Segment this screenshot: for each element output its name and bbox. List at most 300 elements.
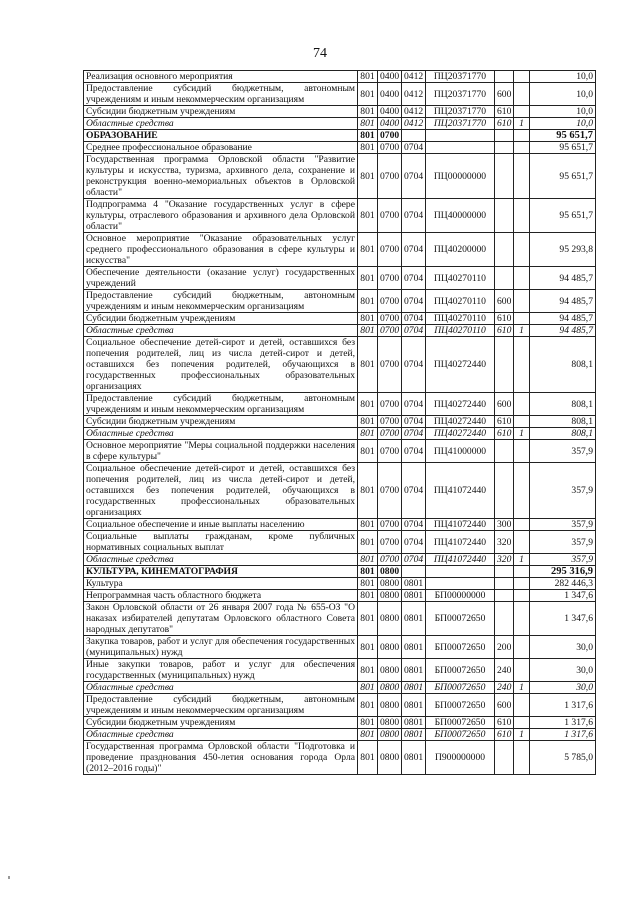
expense-type-code xyxy=(495,463,514,519)
section-code: 801 xyxy=(358,729,378,741)
section-code: 801 xyxy=(358,337,378,393)
scan-mark xyxy=(8,876,10,879)
expense-type-code: 320 xyxy=(495,531,514,554)
section-code: 801 xyxy=(358,267,378,290)
table-row xyxy=(84,440,596,463)
section-code: 801 xyxy=(358,566,378,578)
expense-type-code: 240 xyxy=(495,659,514,682)
chapter-code: 0800 xyxy=(378,578,402,590)
row-name: Реализация основного мероприятия xyxy=(84,71,358,83)
row-name: Основное мероприятие "Оказание образовательных услуг среднего профессионального образования в сфере культуры и искусства" xyxy=(84,233,358,267)
amount-value: 95 651,7 xyxy=(530,199,596,233)
expense-type-code xyxy=(495,440,514,463)
section-code: 801 xyxy=(358,531,378,554)
row-name: Иные закупки товаров, работ и услуг для обеспечения государственных (муниципальных) нужд xyxy=(84,659,358,682)
funding-source-code xyxy=(514,142,530,154)
subchapter-code: 0704 xyxy=(402,233,426,267)
target-item-code: ПЦ41072440 xyxy=(426,554,495,566)
section-code: 801 xyxy=(358,290,378,313)
chapter-code: 0400 xyxy=(378,71,402,83)
target-item-code: П900000000 xyxy=(426,741,495,775)
section-code: 801 xyxy=(358,199,378,233)
section-code: 801 xyxy=(358,554,378,566)
table-row xyxy=(84,233,596,267)
amount-value: 1 317,6 xyxy=(530,694,596,717)
row-name: Среднее профессиональное образование xyxy=(84,142,358,154)
chapter-code: 0700 xyxy=(378,393,402,416)
page-number: 74 xyxy=(313,46,327,61)
funding-source-code xyxy=(514,578,530,590)
chapter-code: 0700 xyxy=(378,463,402,519)
target-item-code: ПЦ40272440 xyxy=(426,337,495,393)
expense-type-code: 610 xyxy=(495,325,514,337)
funding-source-code xyxy=(514,741,530,775)
subchapter-code: 0704 xyxy=(402,313,426,325)
funding-source-code xyxy=(514,694,530,717)
funding-source-code xyxy=(514,717,530,729)
amount-value: 1 347,6 xyxy=(530,590,596,602)
section-code: 801 xyxy=(358,741,378,775)
expense-type-code: 600 xyxy=(495,393,514,416)
target-item-code xyxy=(426,578,495,590)
amount-value: 808,1 xyxy=(530,428,596,440)
subchapter-code: 0704 xyxy=(402,325,426,337)
chapter-code: 0400 xyxy=(378,106,402,118)
section-code: 801 xyxy=(358,440,378,463)
chapter-code: 0800 xyxy=(378,602,402,636)
funding-source-code xyxy=(514,106,530,118)
table-row xyxy=(84,531,596,554)
chapter-code: 0400 xyxy=(378,118,402,130)
row-name: ОБРАЗОВАНИЕ xyxy=(84,130,358,142)
subchapter-code: 0704 xyxy=(402,154,426,199)
expense-type-code: 610 xyxy=(495,416,514,428)
funding-source-code xyxy=(514,267,530,290)
row-name: Основное мероприятие "Меры социальной поддержки населения в сфере культуры" xyxy=(84,440,358,463)
row-name: Областные средства xyxy=(84,428,358,440)
section-code: 801 xyxy=(358,106,378,118)
amount-value: 282 446,3 xyxy=(530,578,596,590)
chapter-code: 0800 xyxy=(378,636,402,659)
table-row xyxy=(84,659,596,682)
table-row xyxy=(84,130,596,142)
amount-value: 1 317,6 xyxy=(530,717,596,729)
amount-value: 30,0 xyxy=(530,636,596,659)
subchapter-code: 0704 xyxy=(402,267,426,290)
expense-type-code xyxy=(495,566,514,578)
section-code: 801 xyxy=(358,636,378,659)
row-name: Областные средства xyxy=(84,325,358,337)
row-name: Субсидии бюджетным учреждениям xyxy=(84,717,358,729)
expense-type-code: 600 xyxy=(495,83,514,106)
subchapter-code: 0704 xyxy=(402,142,426,154)
funding-source-code xyxy=(514,636,530,659)
table-row xyxy=(84,106,596,118)
subchapter-code: 0704 xyxy=(402,337,426,393)
amount-value: 357,9 xyxy=(530,519,596,531)
chapter-code: 0700 xyxy=(378,325,402,337)
section-code: 801 xyxy=(358,463,378,519)
target-item-code: ПЦ41072440 xyxy=(426,463,495,519)
chapter-code: 0800 xyxy=(378,682,402,694)
funding-source-code xyxy=(514,602,530,636)
amount-value: 357,9 xyxy=(530,440,596,463)
table-row xyxy=(84,393,596,416)
funding-source-code xyxy=(514,519,530,531)
expense-type-code xyxy=(495,233,514,267)
expense-type-code: 600 xyxy=(495,694,514,717)
subchapter-code: 0801 xyxy=(402,682,426,694)
section-code: 801 xyxy=(358,659,378,682)
amount-value: 10,0 xyxy=(530,118,596,130)
subchapter-code: 0412 xyxy=(402,71,426,83)
chapter-code: 0700 xyxy=(378,554,402,566)
table-row xyxy=(84,602,596,636)
table-row xyxy=(84,199,596,233)
expense-type-code xyxy=(495,267,514,290)
table-row xyxy=(84,578,596,590)
section-code: 801 xyxy=(358,428,378,440)
target-item-code: БП00072650 xyxy=(426,682,495,694)
target-item-code: БП00072650 xyxy=(426,636,495,659)
table-row xyxy=(84,118,596,130)
subchapter-code: 0704 xyxy=(402,416,426,428)
chapter-code: 0800 xyxy=(378,694,402,717)
row-name: Непрограммная часть областного бюджета xyxy=(84,590,358,602)
chapter-code: 0700 xyxy=(378,290,402,313)
chapter-code: 0700 xyxy=(378,313,402,325)
amount-value: 10,0 xyxy=(530,71,596,83)
chapter-code: 0700 xyxy=(378,519,402,531)
section-code: 801 xyxy=(358,578,378,590)
chapter-code: 0700 xyxy=(378,233,402,267)
subchapter-code: 0704 xyxy=(402,519,426,531)
expense-type-code: 610 xyxy=(495,717,514,729)
row-name: Субсидии бюджетным учреждениям xyxy=(84,106,358,118)
expense-type-code: 320 xyxy=(495,554,514,566)
subchapter-code: 0801 xyxy=(402,717,426,729)
funding-source-code xyxy=(514,416,530,428)
table-row xyxy=(84,566,596,578)
row-name: КУЛЬТУРА, КИНЕМАТОГРАФИЯ xyxy=(84,566,358,578)
row-name: Социальное обеспечение и иные выплаты населению xyxy=(84,519,358,531)
table-row xyxy=(84,71,596,83)
target-item-code: ПЦ40270110 xyxy=(426,267,495,290)
chapter-code: 0700 xyxy=(378,130,402,142)
chapter-code: 0700 xyxy=(378,440,402,463)
target-item-code: БП00072650 xyxy=(426,729,495,741)
amount-value: 30,0 xyxy=(530,682,596,694)
table-row xyxy=(84,717,596,729)
row-name: Социальное обеспечение детей-сирот и детей, оставшихся без попечения родителей, лиц из числа детей-сирот и детей, оставшихся без попечения родителей, обучающихся в государственных профессиональных образовательных организациях xyxy=(84,463,358,519)
section-code: 801 xyxy=(358,325,378,337)
row-name: Подпрограмма 4 "Оказание государственных услуг в сфере культуры, отраслевого образования и архивного дела Орловской области" xyxy=(84,199,358,233)
expense-type-code: 200 xyxy=(495,636,514,659)
funding-source-code xyxy=(514,590,530,602)
subchapter-code: 0704 xyxy=(402,393,426,416)
target-item-code: ПЦ20371770 xyxy=(426,106,495,118)
table-row xyxy=(84,590,596,602)
table-row xyxy=(84,154,596,199)
subchapter-code: 0801 xyxy=(402,659,426,682)
subchapter-code: 0801 xyxy=(402,636,426,659)
target-item-code: БП00072650 xyxy=(426,717,495,729)
funding-source-code xyxy=(514,83,530,106)
row-name: Субсидии бюджетным учреждениям xyxy=(84,416,358,428)
target-item-code: БП00072650 xyxy=(426,602,495,636)
amount-value: 5 785,0 xyxy=(530,741,596,775)
funding-source-code xyxy=(514,313,530,325)
amount-value: 10,0 xyxy=(530,83,596,106)
funding-source-code: 1 xyxy=(514,325,530,337)
funding-source-code: 1 xyxy=(514,554,530,566)
subchapter-code xyxy=(402,130,426,142)
subchapter-code: 0704 xyxy=(402,440,426,463)
chapter-code: 0700 xyxy=(378,267,402,290)
amount-value: 808,1 xyxy=(530,416,596,428)
target-item-code: БП00072650 xyxy=(426,659,495,682)
table-row xyxy=(84,142,596,154)
funding-source-code xyxy=(514,233,530,267)
row-name: Субсидии бюджетным учреждениям xyxy=(84,313,358,325)
row-name: Областные средства xyxy=(84,554,358,566)
amount-value: 357,9 xyxy=(530,531,596,554)
target-item-code: ПЦ41072440 xyxy=(426,519,495,531)
target-item-code: ПЦ40270110 xyxy=(426,313,495,325)
row-name: Предоставление субсидий бюджетным, автономным учреждениям и иным некоммерческим организациям xyxy=(84,83,358,106)
table-row xyxy=(84,267,596,290)
expense-type-code xyxy=(495,71,514,83)
amount-value: 94 485,7 xyxy=(530,325,596,337)
section-code: 801 xyxy=(358,130,378,142)
expense-type-code xyxy=(495,337,514,393)
funding-source-code: 1 xyxy=(514,428,530,440)
amount-value: 808,1 xyxy=(530,337,596,393)
subchapter-code: 0704 xyxy=(402,428,426,440)
table-row xyxy=(84,428,596,440)
amount-value: 357,9 xyxy=(530,463,596,519)
section-code: 801 xyxy=(358,694,378,717)
chapter-code: 0800 xyxy=(378,741,402,775)
funding-source-code xyxy=(514,531,530,554)
chapter-code: 0700 xyxy=(378,531,402,554)
table-row xyxy=(84,416,596,428)
expense-type-code: 610 xyxy=(495,428,514,440)
expense-type-code: 610 xyxy=(495,729,514,741)
amount-value: 10,0 xyxy=(530,106,596,118)
funding-source-code xyxy=(514,566,530,578)
expense-type-code: 300 xyxy=(495,519,514,531)
table-row xyxy=(84,636,596,659)
row-name: Предоставление субсидий бюджетным, автономным учреждениям и иным некоммерческим организациям xyxy=(84,694,358,717)
table-row xyxy=(84,463,596,519)
row-name: Государственная программа Орловской области "Развитие культуры и искусства, туризма, архивного дела, сохранение и реконструкция военно-мемориальных объектов в Орловской области" xyxy=(84,154,358,199)
table-row xyxy=(84,337,596,393)
budget-table xyxy=(83,70,596,775)
subchapter-code: 0801 xyxy=(402,694,426,717)
row-name: Предоставление субсидий бюджетным, автономным учреждениям и иным некоммерческим организациям xyxy=(84,290,358,313)
expense-type-code xyxy=(495,741,514,775)
target-item-code xyxy=(426,566,495,578)
chapter-code: 0800 xyxy=(378,717,402,729)
expense-type-code: 600 xyxy=(495,290,514,313)
row-name: Закупка товаров, работ и услуг для обеспечения государственных (муниципальных) нужд xyxy=(84,636,358,659)
expense-type-code: 610 xyxy=(495,313,514,325)
subchapter-code: 0801 xyxy=(402,602,426,636)
table-row xyxy=(84,729,596,741)
target-item-code: ПЦ00000000 xyxy=(426,154,495,199)
section-code: 801 xyxy=(358,590,378,602)
amount-value: 94 485,7 xyxy=(530,290,596,313)
chapter-code: 0700 xyxy=(378,154,402,199)
table-row xyxy=(84,741,596,775)
expense-type-code xyxy=(495,154,514,199)
section-code: 801 xyxy=(358,393,378,416)
chapter-code: 0700 xyxy=(378,199,402,233)
subchapter-code: 0704 xyxy=(402,199,426,233)
chapter-code: 0800 xyxy=(378,566,402,578)
amount-value: 95 293,8 xyxy=(530,233,596,267)
row-name: Областные средства xyxy=(84,118,358,130)
amount-value: 295 316,9 xyxy=(530,566,596,578)
amount-value: 94 485,7 xyxy=(530,267,596,290)
target-item-code: ПЦ40272440 xyxy=(426,393,495,416)
section-code: 801 xyxy=(358,142,378,154)
budget-table-body xyxy=(84,71,596,775)
table-row xyxy=(84,325,596,337)
funding-source-code xyxy=(514,71,530,83)
row-name: Государственная программа Орловской области "Подготовка и проведение празднования 450-летия основания города Орла (2012–2016 годы)" xyxy=(84,741,358,775)
row-name: Социальное обеспечение детей-сирот и детей, оставшихся без попечения родителей, лиц из числа детей-сирот и детей, оставшихся без попечения родителей, обучающихся в государственных профессиональных образовательных организациях xyxy=(84,337,358,393)
chapter-code: 0700 xyxy=(378,416,402,428)
row-name: Областные средства xyxy=(84,729,358,741)
funding-source-code xyxy=(514,290,530,313)
target-item-code: ПЦ20371770 xyxy=(426,118,495,130)
funding-source-code: 1 xyxy=(514,118,530,130)
chapter-code: 0800 xyxy=(378,729,402,741)
subchapter-code: 0412 xyxy=(402,83,426,106)
row-name: Культура xyxy=(84,578,358,590)
chapter-code: 0800 xyxy=(378,590,402,602)
amount-value: 95 651,7 xyxy=(530,130,596,142)
expense-type-code xyxy=(495,602,514,636)
subchapter-code: 0704 xyxy=(402,531,426,554)
target-item-code xyxy=(426,142,495,154)
chapter-code: 0700 xyxy=(378,337,402,393)
row-name: Закон Орловской области от 26 января 2007 года № 655-ОЗ "О наказах избирателей депутатам Орловского областного Совета народных депутатов" xyxy=(84,602,358,636)
section-code: 801 xyxy=(358,717,378,729)
row-name: Обеспечение деятельности (оказание услуг) государственных учреждений xyxy=(84,267,358,290)
table-row xyxy=(84,554,596,566)
target-item-code: ПЦ40272440 xyxy=(426,428,495,440)
section-code: 801 xyxy=(358,83,378,106)
expense-type-code xyxy=(495,578,514,590)
funding-source-code xyxy=(514,440,530,463)
funding-source-code: 1 xyxy=(514,682,530,694)
table-row xyxy=(84,694,596,717)
target-item-code: ПЦ40200000 xyxy=(426,233,495,267)
expense-type-code: 240 xyxy=(495,682,514,694)
section-code: 801 xyxy=(358,313,378,325)
target-item-code xyxy=(426,130,495,142)
table-row xyxy=(84,290,596,313)
subchapter-code: 0801 xyxy=(402,741,426,775)
amount-value: 30,0 xyxy=(530,659,596,682)
target-item-code: ПЦ41000000 xyxy=(426,440,495,463)
section-code: 801 xyxy=(358,154,378,199)
chapter-code: 0800 xyxy=(378,659,402,682)
funding-source-code xyxy=(514,154,530,199)
subchapter-code xyxy=(402,566,426,578)
funding-source-code xyxy=(514,393,530,416)
subchapter-code: 0704 xyxy=(402,554,426,566)
target-item-code: БП00072650 xyxy=(426,694,495,717)
chapter-code: 0700 xyxy=(378,142,402,154)
target-item-code: ПЦ20371770 xyxy=(426,83,495,106)
row-name: Социальные выплаты гражданам, кроме публичных нормативных социальных выплат xyxy=(84,531,358,554)
amount-value: 357,9 xyxy=(530,554,596,566)
target-item-code: ПЦ40272440 xyxy=(426,416,495,428)
funding-source-code xyxy=(514,199,530,233)
target-item-code: ПЦ41072440 xyxy=(426,531,495,554)
subchapter-code: 0801 xyxy=(402,578,426,590)
table-row xyxy=(84,313,596,325)
row-name: Предоставление субсидий бюджетным, автономным учреждениям и иным некоммерческим организациям xyxy=(84,393,358,416)
amount-value: 1 347,6 xyxy=(530,602,596,636)
target-item-code: ПЦ40270110 xyxy=(426,290,495,313)
chapter-code: 0700 xyxy=(378,428,402,440)
amount-value: 94 485,7 xyxy=(530,313,596,325)
funding-source-code xyxy=(514,463,530,519)
subchapter-code: 0412 xyxy=(402,118,426,130)
subchapter-code: 0801 xyxy=(402,729,426,741)
funding-source-code xyxy=(514,130,530,142)
table-row xyxy=(84,83,596,106)
expense-type-code xyxy=(495,130,514,142)
section-code: 801 xyxy=(358,233,378,267)
funding-source-code xyxy=(514,337,530,393)
expense-type-code: 610 xyxy=(495,106,514,118)
funding-source-code: 1 xyxy=(514,729,530,741)
section-code: 801 xyxy=(358,682,378,694)
expense-type-code xyxy=(495,199,514,233)
section-code: 801 xyxy=(358,118,378,130)
chapter-code: 0400 xyxy=(378,83,402,106)
funding-source-code xyxy=(514,659,530,682)
subchapter-code: 0801 xyxy=(402,590,426,602)
subchapter-code: 0704 xyxy=(402,290,426,313)
target-item-code: ПЦ20371770 xyxy=(426,71,495,83)
subchapter-code: 0412 xyxy=(402,106,426,118)
amount-value: 95 651,7 xyxy=(530,154,596,199)
subchapter-code: 0704 xyxy=(402,463,426,519)
target-item-code: ПЦ40000000 xyxy=(426,199,495,233)
section-code: 801 xyxy=(358,602,378,636)
section-code: 801 xyxy=(358,71,378,83)
expense-type-code xyxy=(495,142,514,154)
amount-value: 808,1 xyxy=(530,393,596,416)
target-item-code: БП00000000 xyxy=(426,590,495,602)
amount-value: 95 651,7 xyxy=(530,142,596,154)
section-code: 801 xyxy=(358,416,378,428)
table-row xyxy=(84,682,596,694)
table-row xyxy=(84,519,596,531)
target-item-code: ПЦ40270110 xyxy=(426,325,495,337)
amount-value: 1 317,6 xyxy=(530,729,596,741)
expense-type-code xyxy=(495,590,514,602)
expense-type-code: 610 xyxy=(495,118,514,130)
row-name: Областные средства xyxy=(84,682,358,694)
